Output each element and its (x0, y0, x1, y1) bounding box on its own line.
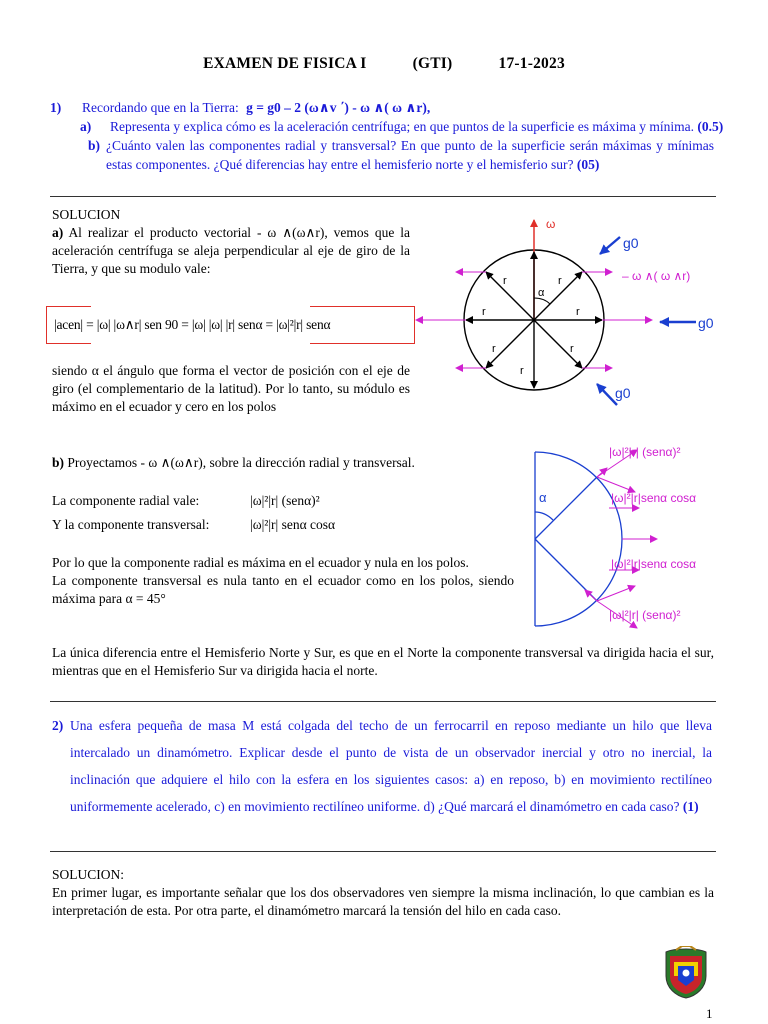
divider-3 (50, 851, 716, 852)
alpha-label: α (538, 287, 545, 299)
q1b-points: (05) (576, 157, 600, 172)
components-diagram (525, 440, 745, 635)
radial-row (52, 492, 412, 510)
solution-1-heading: SOLUCION (52, 207, 121, 222)
r-label-se: r (570, 343, 574, 355)
exam-title (0, 55, 768, 73)
q1a-points: (0.5) (697, 119, 724, 134)
q1b-text: ¿Cuánto valen las componentes radial y transversal? En que punto de la superficie serán máximas y mínimas estas componentes. ¿Qué diferencias hay entre el hemisferio norte y el hemisferio sur? (106, 138, 714, 172)
solution-2-text: En primer lugar, es importante señalar que los dos observadores ven siempre la misma inclinación, lo que cambian es la interpretación de esta. Por otra parte, el dinamómetro marcará la tensión del hilo en cada caso. (52, 885, 714, 918)
solution-2 (52, 866, 714, 920)
r-label-sw: r (492, 343, 496, 355)
solution-2-heading: SOLUCION: (52, 867, 125, 882)
q2-text: Una esfera pequeña de masa M está colgada del techo de un ferrocarril en reposo mediante un hilo que lleva intercalado un dinamómetro. Explicar desde el punto de vista de un observador inercial y otro no inercial, la inclinación que adquiere el hilo con la esfera en los siguientes casos: a) en reposo, b) en movimiento rectilíneo uniformemente acelerado, c) en movimiento rectilíneo uniforme. d) ¿Qué marcará el dinamómetro en cada caso? (70, 718, 712, 814)
trans-label-top: |ω|²|r|senα cosα (611, 491, 697, 505)
transversal-value: |ω|²|r| senα cosα (250, 517, 336, 532)
g0-label-right: g0 (698, 315, 714, 331)
divider-2 (50, 701, 716, 702)
page-number: 1 (706, 1006, 713, 1021)
sol1-para3: La única diferencia entre el Hemisferio Norte y Sur, es que en el Norte la componente transversal va dirigida hacia el sur, mientras que en el Hemisferio Sur va dirigida hacia el norte. (52, 645, 714, 678)
q1a-text: Representa y explica cómo es la aceleración centrífuga; en que puntos de la superficie es máxima y mínima. (110, 119, 695, 134)
transversal-row (52, 516, 412, 534)
exam-date: 17-1-2023 (498, 55, 565, 72)
q2-number: 2) (52, 718, 64, 733)
radial-label-bottom: |ω|²|r| (senα)² (609, 608, 681, 622)
g0-arrows (597, 237, 696, 405)
sol1-para2: La componente transversal es nula tanto en el ecuador como en los polos, siendo máxima para α = 45° (52, 573, 514, 606)
exam-group: (GTI) (412, 55, 453, 72)
q1a-label: a) (80, 119, 92, 134)
g0-label-bottom: g0 (615, 385, 631, 401)
alpha-arc (534, 298, 550, 304)
radial-value: |ω|²|r| (senα)² (250, 493, 320, 508)
question-1 (50, 98, 730, 174)
transversal-label: Y la componente transversal: (52, 517, 210, 532)
r-label-e: r (576, 306, 580, 318)
q1-number: 1) (50, 100, 62, 115)
radial-label-top: |ω|²|r| (senα)² (609, 445, 681, 459)
r-label-s: r (520, 365, 524, 377)
r-label-nw: r (503, 275, 507, 287)
centrifugal-label: – ω ∧( ω ∧r) (622, 269, 691, 283)
solution-1a (52, 206, 410, 278)
coat-of-arms-emblem (660, 946, 712, 1000)
radial-label: La componente radial vale: (52, 493, 200, 508)
divider-1 (50, 196, 716, 197)
centrifugal-formula: |acen| = |ω| |ω∧r| sen 90 = |ω| |ω| |r| senα = |ω|²|r| senα (54, 317, 331, 332)
q2-points: (1) (682, 799, 699, 814)
alpha2-label: α (539, 490, 547, 505)
sol1a-text: Al realizar el producto vectorial - ω ∧(ω∧r), vemos que la aceleración centrífuga se aleja perpendicular al eje de giro de la Tierra, y que su modulo vale: (52, 225, 410, 276)
omega-label: ω (546, 217, 556, 231)
exam-name: EXAMEN DE FISICA I (203, 55, 367, 72)
q1-intro: Recordando que en la Tierra: (82, 100, 239, 115)
r-label-ne: r (558, 275, 562, 287)
earth-diagram (410, 212, 730, 417)
half-earth (535, 452, 622, 626)
g0-label-top: g0 (623, 235, 639, 251)
sol1a-label: a) (52, 225, 64, 240)
trans-label-bottom: |ω|²|r|senα cosα (611, 557, 697, 571)
r-label-w: r (482, 306, 486, 318)
question-2 (52, 712, 716, 820)
sol1-para1: Por lo que la componente radial es máxima en el ecuador y nula en los polos. (52, 555, 469, 570)
formula-box-row (46, 306, 414, 344)
sol1b-label: b) (52, 455, 65, 470)
sol1b-text: Proyectamos - ω ∧(ω∧r), sobre la dirección radial y transversal. (67, 455, 415, 470)
sol1-after-formula: siendo α el ángulo que forma el vector de posición con el eje de giro (el complementario de la latitud). Por lo tanto, su módulo es máximo en el ecuador y cero en los polos (52, 363, 410, 414)
radius-vectors (466, 252, 602, 388)
q1-formula: g = g0 – 2 (ω∧v ΄) - ω ∧( ω ∧r), (246, 100, 431, 115)
sol1-components-text (52, 554, 514, 608)
sol1b-intro (52, 454, 522, 472)
q1b-label: b) (88, 138, 101, 153)
